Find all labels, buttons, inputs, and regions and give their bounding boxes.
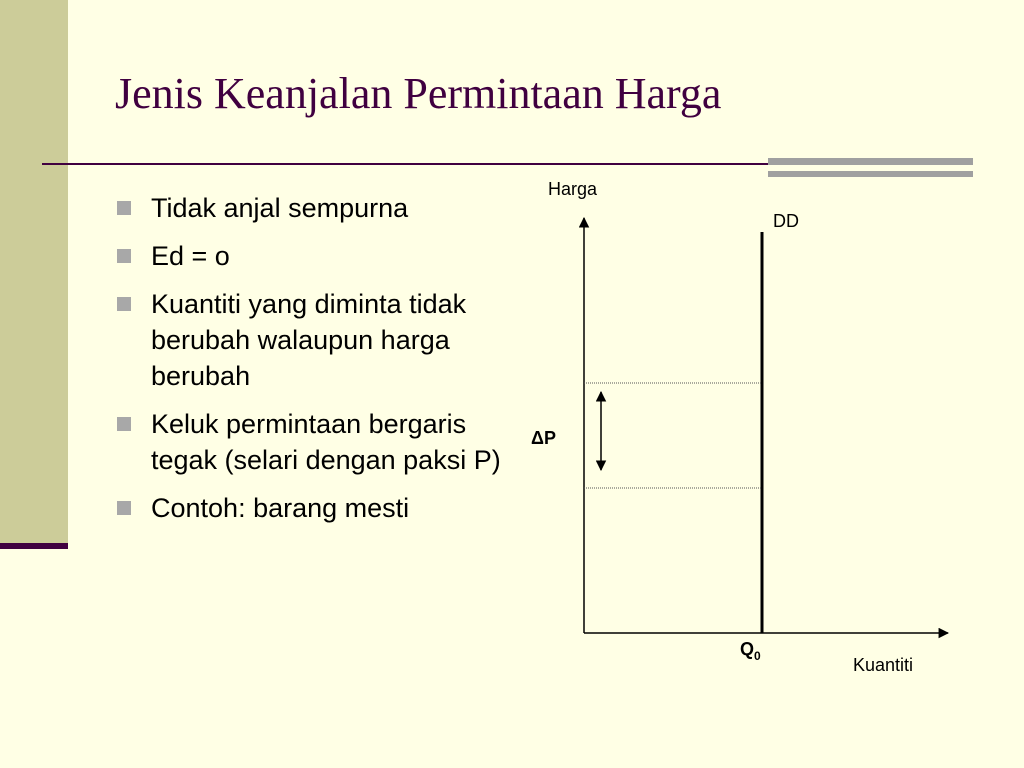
bullet-text: Ed = o: [151, 241, 230, 271]
bullet-text: Contoh: barang mesti: [151, 493, 410, 523]
q-label: Q: [740, 639, 755, 659]
x-axis-label: Kuantiti: [853, 655, 914, 675]
y-axis-label: Harga: [548, 179, 598, 199]
bullet-text: Keluk permintaan bergaris tegak (selari dengan paksi P): [151, 409, 501, 475]
curve-label-dd: DD: [773, 211, 799, 231]
bullet-text: Tidak anjal sempurna: [151, 193, 409, 223]
delta-p-label: ΔP: [531, 428, 556, 448]
slide-title: Jenis Keanjalan Permintaan Harga: [115, 69, 722, 118]
bullet-text: Kuantiti yang diminta tidak berubah walaupun harga berubah: [151, 289, 467, 391]
q0-label: [740, 639, 761, 663]
q-subscript: 0: [754, 649, 761, 663]
